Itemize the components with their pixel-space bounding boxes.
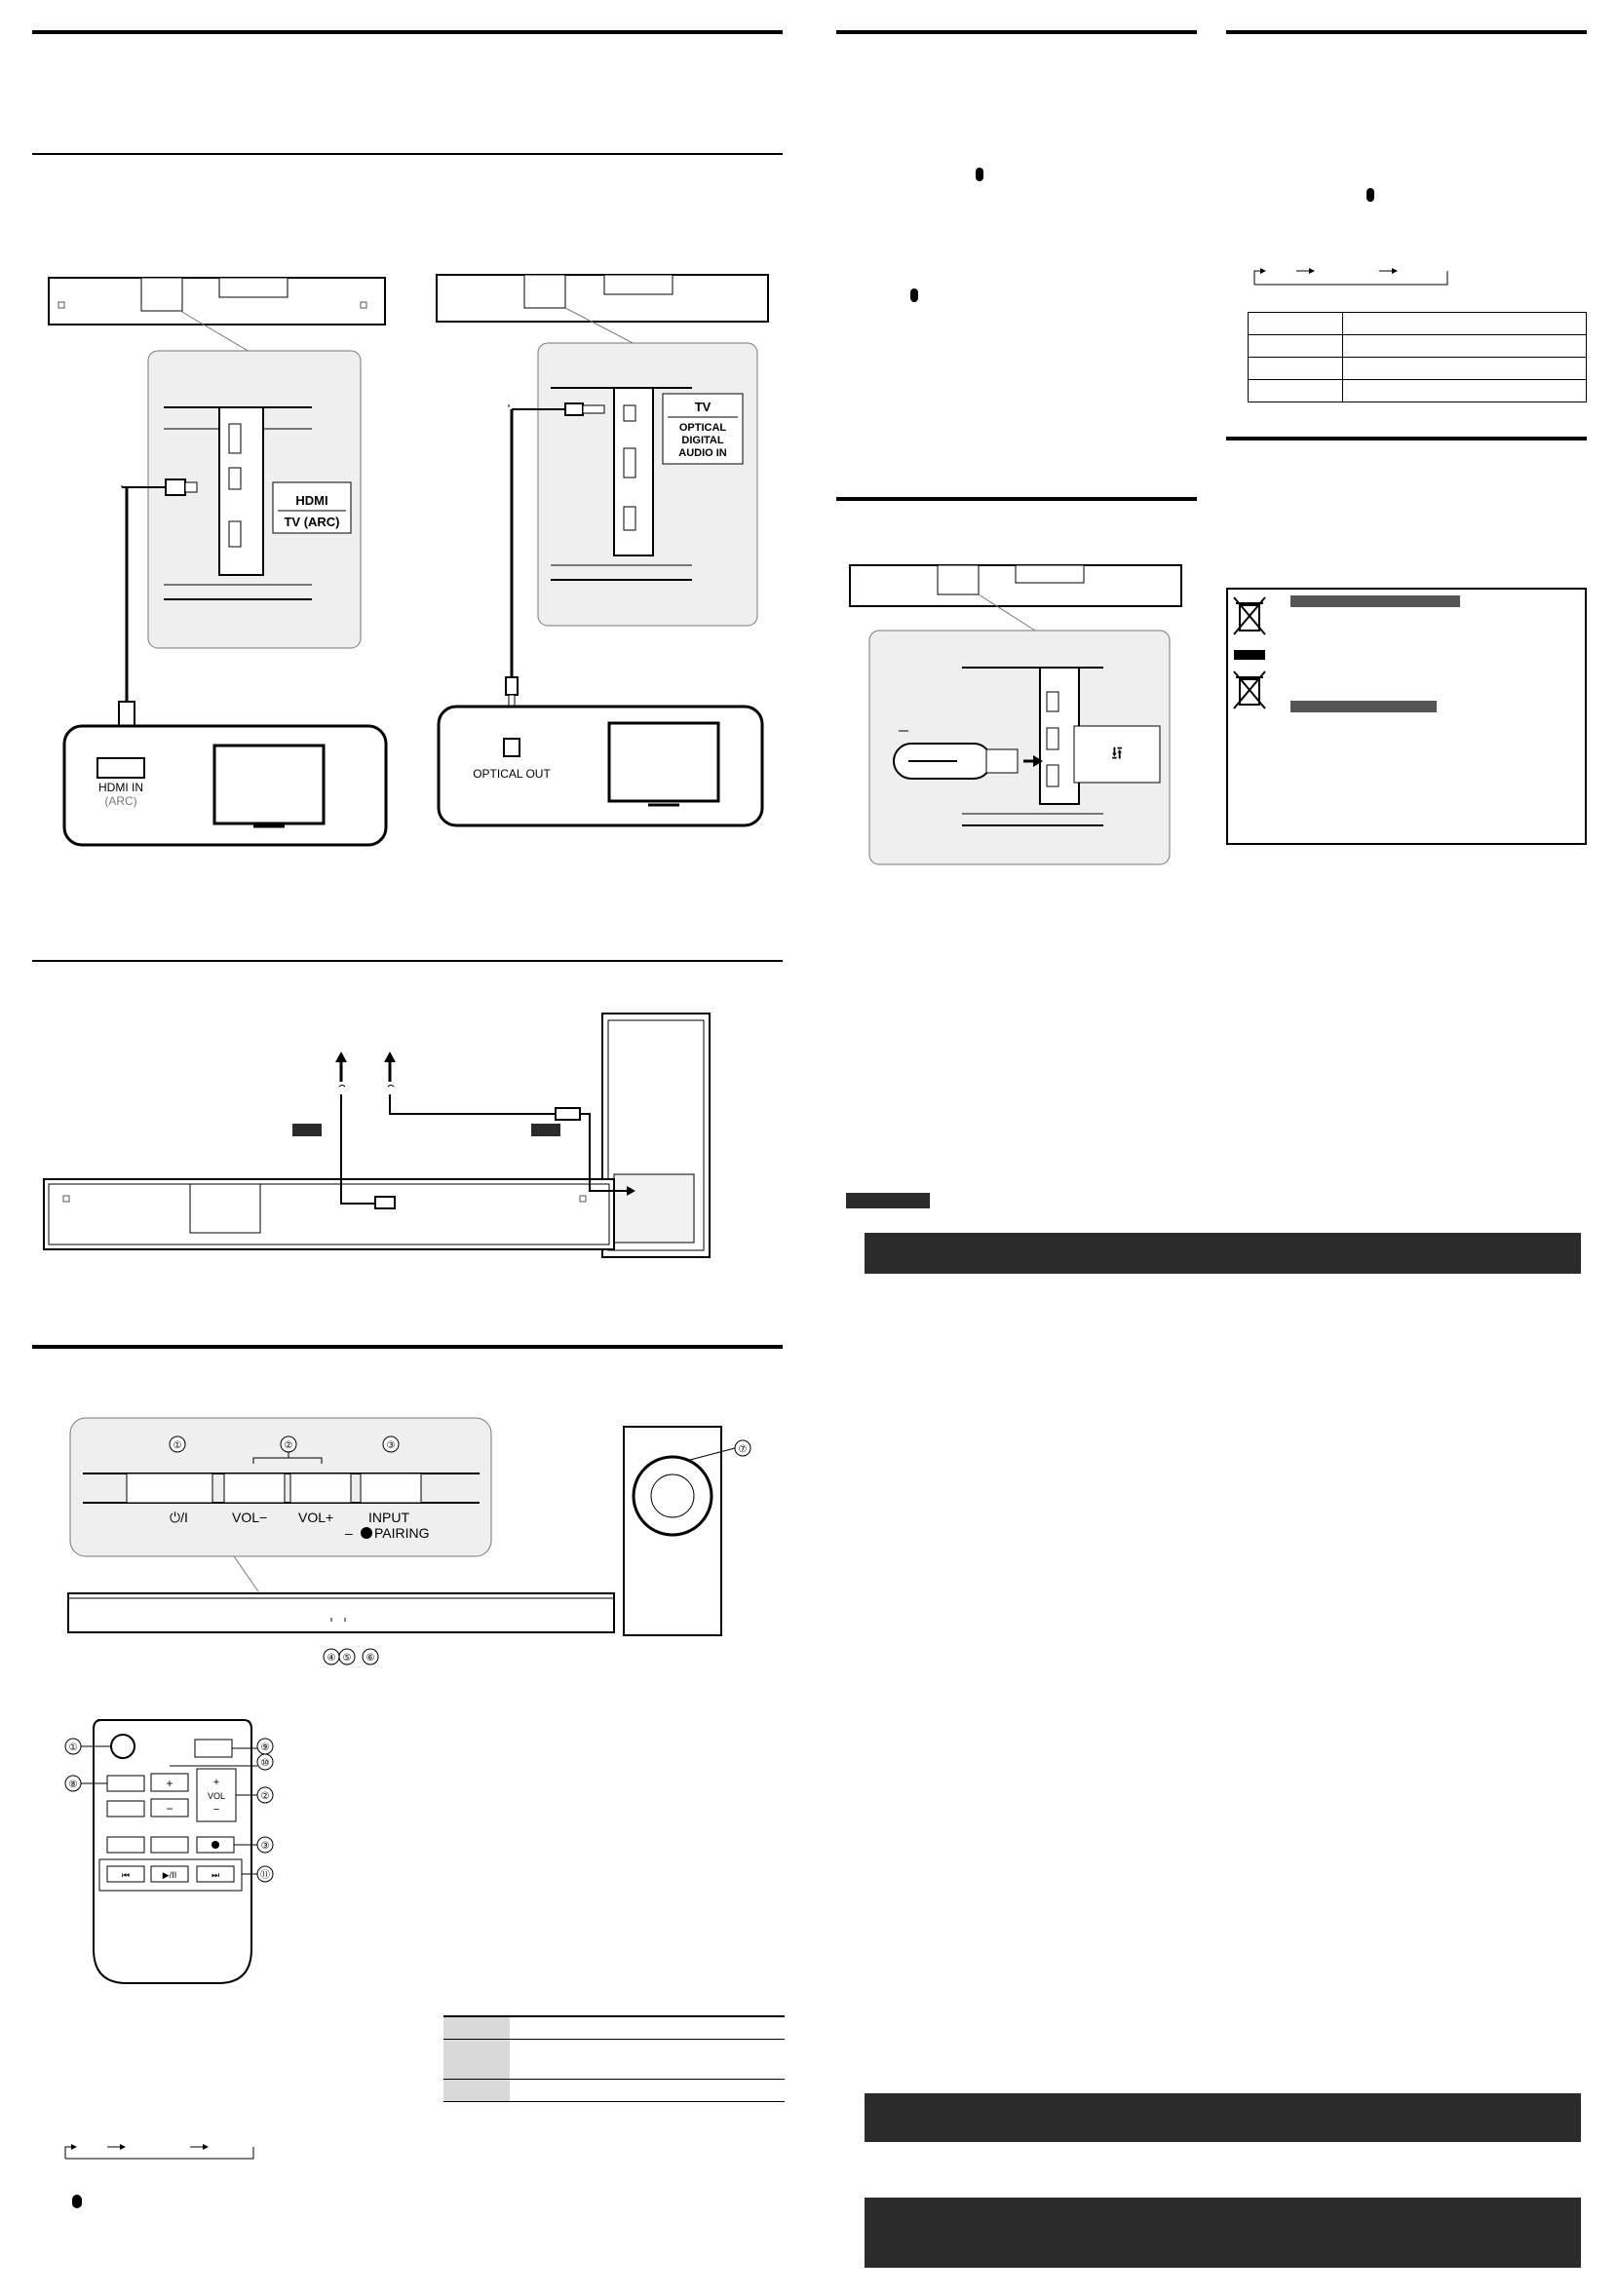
section-rule-top [32,30,783,34]
callout-2: ② [284,1440,293,1451]
hdmi-tv-port-sub: (ARC) [104,794,137,808]
section-rule-controls [32,1345,783,1349]
optical-jack-title: TV [694,400,712,414]
bluetooth-icon-note [72,2195,82,2208]
vol-plus-button [290,1473,351,1503]
optical-jack-l2: DIGITAL [681,435,724,446]
power-connection-diagram [29,1009,721,1262]
svg-text:−: − [166,1802,173,1816]
left-indicator-table [443,2015,785,2102]
crossed-bin-icon-1 [1232,595,1267,640]
remote-vol-label: VOL [207,1791,226,1801]
remote-callout-9: ⑨ [260,1742,270,1753]
vol-minus-button [224,1473,285,1503]
disposal-heading-bar-2 [1290,701,1437,712]
remote-callout-10: ⑩ [260,1758,270,1769]
pairing-label: PAIRING [374,1525,430,1541]
hdmi-tv-port: HDMI IN [98,781,143,794]
input-button [361,1473,421,1503]
hdmi-jack-label: HDMI [295,493,328,508]
power-symbol-label: ⏻/I [170,1510,188,1525]
svg-text:▶/II: ▶/II [162,1870,177,1880]
vol-plus-label: VOL+ [298,1510,334,1525]
mid-rule-top [836,30,1197,34]
callout-3: ③ [386,1440,396,1451]
section-rule-connections [32,153,783,155]
remote-bluetooth-icon [212,1841,219,1849]
svg-text:+: + [212,1777,220,1788]
hdmi-connection-diagram [29,263,400,848]
soundbar-front [68,1593,614,1632]
remote-callout-2: ② [260,1791,270,1802]
controls-diagram [58,1413,780,1676]
bottom-banner-2 [865,2093,1581,2142]
bluetooth-icon-mid-2 [910,288,918,302]
soundbar-rear-right [437,275,768,322]
disposal-tag-bar [1234,650,1265,660]
remote-callout-3: ③ [260,1841,270,1852]
svg-text:+: + [166,1777,173,1790]
right-info-table [1248,312,1587,402]
usb-connection-diagram [840,560,1191,872]
callout-4: ④ [327,1653,336,1664]
callout-6: ⑥ [366,1653,375,1664]
callout-1: ① [173,1440,182,1451]
optical-jack-l1: OPTICAL [678,422,727,434]
input-label: INPUT [368,1510,409,1525]
soundbar-rear-left [49,278,385,325]
input-cycle-bracket-left [54,2139,268,2168]
mid-tag-bar [846,1193,930,1208]
bluetooth-icon [361,1527,372,1539]
pairing-dash: – [345,1525,353,1541]
svg-text:⏮: ⏮ [121,1870,131,1880]
power-button [127,1473,212,1503]
vol-minus-label: VOL− [232,1510,268,1525]
remote-callout-11: ⑪ [260,1870,270,1881]
optical-connection-diagram [429,263,780,828]
disposal-notice-box [1226,588,1587,845]
tv-screen-hdmi [214,746,324,823]
hdmi-jack-sub: TV (ARC) [284,515,340,529]
svg-text:−: − [212,1804,220,1816]
tv-screen-optical [609,723,718,801]
remote-power-button [111,1735,135,1758]
disposal-heading-bar-1 [1290,595,1460,607]
bottom-banner-3 [865,2198,1581,2268]
input-cycle-bracket-right [1243,263,1457,292]
bluetooth-icon-right [1366,188,1374,202]
remote-callout-8: ⑧ [68,1779,78,1790]
mid-rule-usb [836,497,1197,501]
optical-tv-port: OPTICAL OUT [473,767,551,781]
section-rule-power [32,960,783,962]
remote-callout-1: ① [68,1742,78,1753]
bluetooth-icon-mid-1 [976,168,983,181]
callout-7: ⑦ [738,1444,748,1455]
svg-text:⏭: ⏭ [211,1870,220,1880]
callout-5: ⑤ [342,1653,352,1664]
right-rule-top [1226,30,1587,34]
optical-jack-l3: AUDIO IN [678,447,727,459]
remote-control-diagram [58,1715,341,1988]
crossed-bin-icon-2 [1232,670,1267,714]
bottom-banner-1 [865,1233,1581,1274]
right-rule-disposal [1226,437,1587,440]
usb-icon: ⭿ [1111,744,1123,763]
